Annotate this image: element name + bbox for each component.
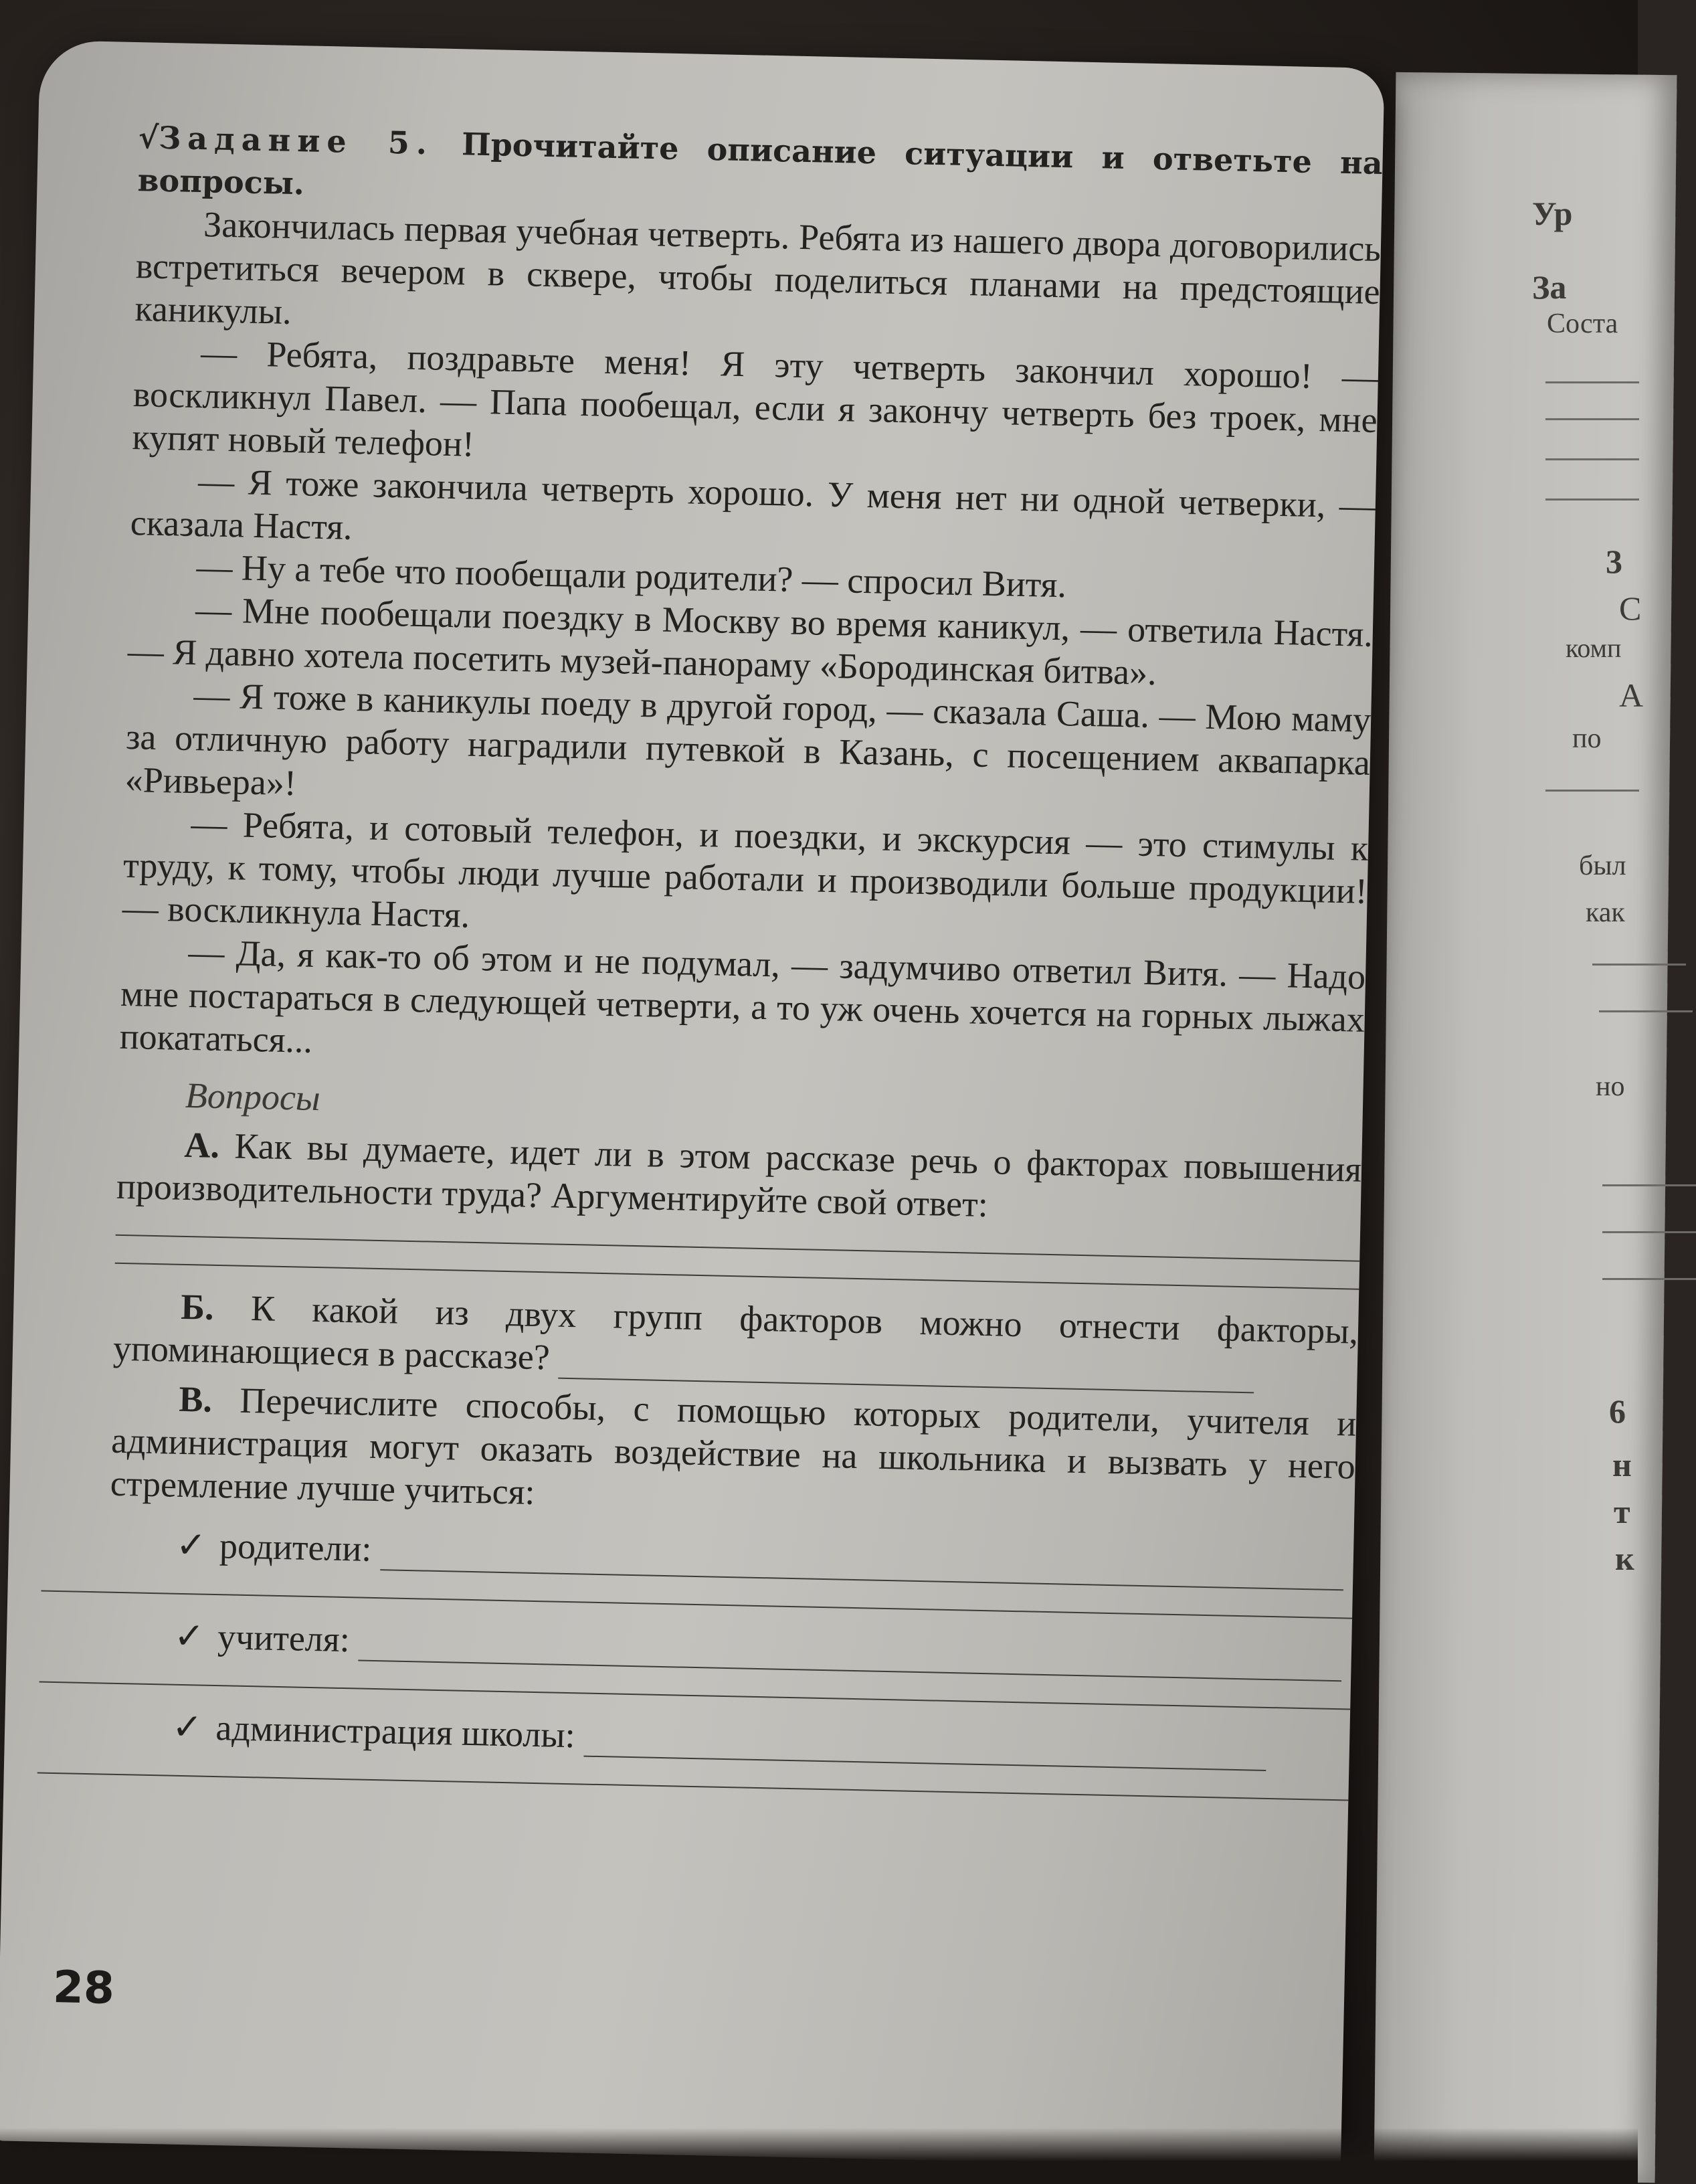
answer-line[interactable]	[559, 1344, 1255, 1394]
question-c	[110, 1376, 1357, 1531]
question-text: К какой из двух групп факторов можно отнести факторы, упоминающиеся в рассказе?	[112, 1287, 1359, 1378]
right-page-fragment: 3	[1606, 543, 1622, 580]
right-page-fragment: как	[1586, 897, 1625, 928]
right-page-fragment: был	[1579, 850, 1626, 881]
question-a	[116, 1122, 1361, 1234]
right-page-fragment: За	[1532, 268, 1567, 306]
answer-item-label: учителя:	[217, 1617, 351, 1660]
checkmark-icon: ✓	[175, 1524, 207, 1566]
right-page-fragment: 6	[1609, 1392, 1626, 1430]
right-page-fragment: н	[1612, 1446, 1632, 1483]
right-page-line	[1592, 964, 1686, 966]
answer-line[interactable]	[37, 1772, 1349, 1801]
question-letter: В.	[178, 1378, 213, 1420]
right-page-fragment: Соста	[1547, 308, 1618, 339]
right-page-line	[1545, 498, 1639, 500]
task-label: Задание 5.	[158, 119, 434, 162]
checkmark-icon: ✓	[173, 1615, 205, 1657]
story-paragraph: — Я тоже в каникулы поеду в другой город, — сказала Саша. — Мою маму за отличную работу наградили путевкой в Казань, с посещением аквапарка «Ривьера»!	[124, 675, 1372, 804]
workbook-page	[0, 40, 1385, 2169]
question-b	[112, 1284, 1358, 1396]
answer-line[interactable]	[39, 1681, 1351, 1710]
story-paragraph: — Ребята, поздравьте меня! Я эту четверть закончил хорошо! — воскликнул Павел. — Папа пообещал, если я закончу четверть без троек, мне купят новый телефон!	[131, 333, 1379, 464]
right-page-fragment: С	[1619, 589, 1642, 627]
right-page-line	[1545, 790, 1639, 792]
right-page-fragment: но	[1596, 1071, 1625, 1102]
right-page-fragment: А	[1619, 676, 1644, 714]
checkmark-icon: ✓	[171, 1706, 203, 1748]
right-page-fragment: по	[1572, 723, 1602, 754]
answer-item-label: администрация школы:	[215, 1708, 576, 1756]
answer-line[interactable]	[380, 1536, 1344, 1590]
answer-line[interactable]	[116, 1235, 1360, 1262]
check-mark: √	[138, 119, 159, 156]
page-content	[3, 40, 1384, 1821]
story-paragraph: — Я тоже закончила четверть хорошо. У меня нет ни одной четверки, — сказала Настя.	[130, 461, 1376, 547]
story-paragraph: — Ну а тебе что пообещали родители? — спросил Витя.	[195, 547, 1067, 606]
answer-line[interactable]	[359, 1627, 1343, 1682]
right-page-line	[1602, 1278, 1696, 1280]
question-text: Перечислите способы, с помощью которых родители, учителя и администрация могут оказать воздействие на школьника и вызвать у него стремление лучше учиться:	[110, 1379, 1357, 1512]
right-page-fragment: т	[1614, 1493, 1630, 1530]
questions-heading: Вопросы	[185, 1075, 321, 1119]
answer-item-label: родители:	[219, 1526, 372, 1569]
story-paragraph: — Мне пообещали поездку в Москву во время каникул, — ответила Настя. — Я давно хотела посетить музей-панораму «Бородинская битва».	[127, 589, 1374, 693]
question-text: Как вы думаете, идет ли в этом рассказе речь о факторах повышения производительности труда? Аргументируйте свой ответ:	[116, 1125, 1362, 1225]
table-shadow	[0, 2128, 1638, 2184]
story-paragraph: — Да, я как-то об этом и не подумал, — задумчиво ответил Витя. — Надо мне постараться в следующей четверти, а то уж очень хочется на горных лыжах покататься...	[119, 931, 1366, 1061]
answer-item-administration	[105, 1704, 1350, 1773]
answer-item-parents	[108, 1522, 1353, 1591]
right-page-line	[1599, 1010, 1693, 1012]
story-paragraph: — Ребята, и сотовый телефон, и поездки, и экскурсия — это стимулы к труду, к тому, чтобы люди лучше работали и производили больше продукции! — воскликнула Настя.	[122, 803, 1369, 935]
question-letter: А.	[183, 1124, 220, 1166]
right-page	[1374, 72, 1677, 2183]
right-page-fragment: к	[1615, 1540, 1634, 1577]
right-page-line	[1545, 458, 1639, 460]
page-number: 28	[52, 1961, 115, 2014]
right-page-line	[1602, 1231, 1696, 1233]
story-paragraph: Закончилась первая учебная четверть. Ребята из нашего двора договорились встретиться вечером в сквере, чтобы поделиться планами на предстоящие каникулы.	[134, 204, 1382, 332]
right-page-line	[1545, 418, 1639, 420]
answer-line[interactable]	[115, 1263, 1359, 1290]
answer-line[interactable]	[41, 1590, 1352, 1619]
right-page-line	[1545, 381, 1639, 383]
answer-item-teachers	[106, 1613, 1351, 1682]
right-page-fragment: Ур	[1532, 195, 1573, 232]
question-letter: Б.	[180, 1286, 215, 1328]
right-page-line	[1602, 1184, 1696, 1186]
task-instruction: Прочитайте описание ситуации и ответьте на вопросы.	[137, 125, 1384, 202]
answer-line[interactable]	[583, 1722, 1266, 1771]
right-page-fragment: комп	[1566, 633, 1622, 663]
